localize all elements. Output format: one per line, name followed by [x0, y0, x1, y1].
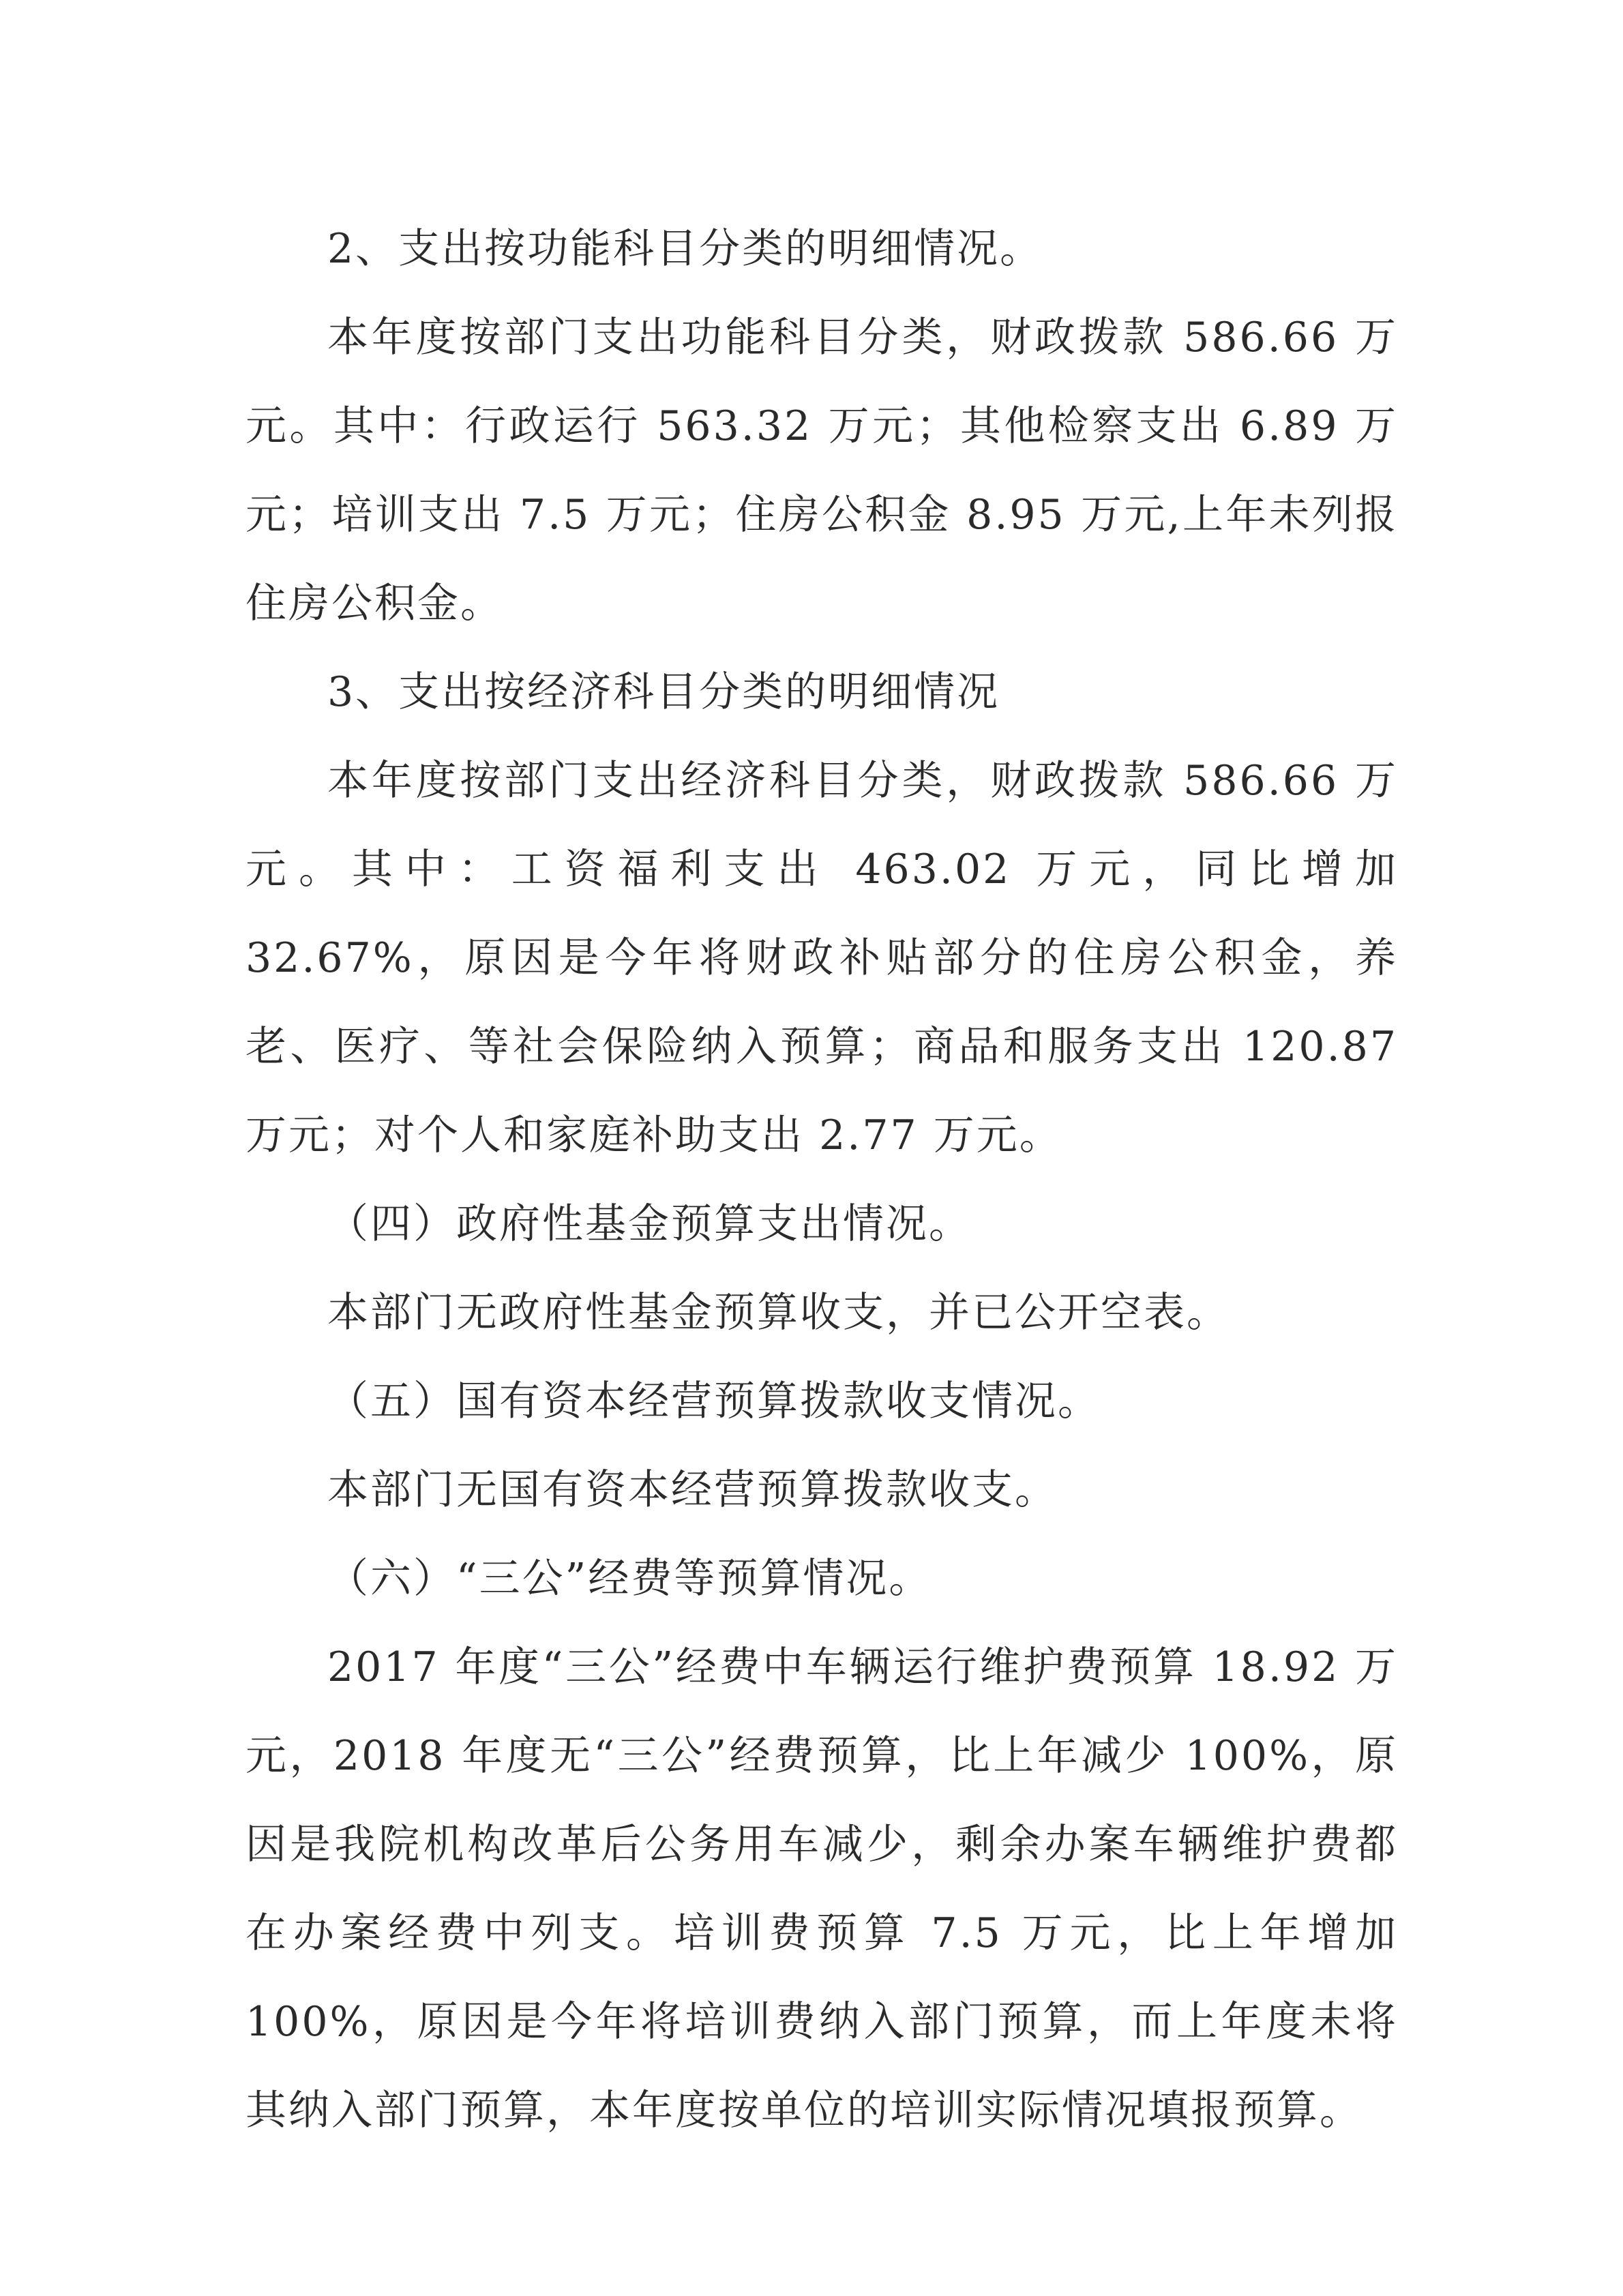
paragraph-state-capital-budget: 本部门无国有资本经营预算拨款收支。: [327, 1466, 1058, 1514]
heading-state-capital-budget: （五）国有资本经营预算拨款收支情况。: [327, 1377, 1101, 1425]
heading-functional-classification: 2、支出按功能科目分类的明细情况。: [327, 225, 1043, 273]
paragraph-economic-classification: 本年度按部门支出经济科目分类，财政拨款 586.66 万元。其中：工资福利支出 463.02 万元，同比增加 32.67%，原因是今年将财政补贴部分的住房公积金，养老、医疗、等社会保险纳入预算；商品和服务支出 120.87 万元；对个人和家庭补助支出 2.77 万元。: [245, 757, 1398, 1159]
paragraph-government-fund-budget: 本部门无政府性基金预算收支，并已公开空表。: [327, 1289, 1230, 1337]
heading-economic-classification: 3、支出按经济科目分类的明细情况: [327, 668, 1000, 716]
paragraph-three-public-expenses: 2017 年度“三公”经费中车辆运行维护费预算 18.92 万元，2018 年度无“三公”经费预算，比上年减少 100%，原因是我院机构改革后公务用车减少，剩余办案车辆维护费都在办案经费中列支。培训费预算 7.5 万元，比上年增加 100%，原因是今年将培训费纳入部门预算，而上年度未将其纳入部门预算，本年度按单位的培训实际情况填报预算。: [245, 1643, 1398, 2134]
heading-government-fund-budget: （四）政府性基金预算支出情况。: [327, 1200, 972, 1248]
heading-three-public-expenses: （六）“三公”经费等预算情况。: [327, 1555, 932, 1602]
paragraph-functional-classification: 本年度按部门支出功能科目分类，财政拨款 586.66 万元。其中：行政运行 563.32 万元；其他检察支出 6.89 万元；培训支出 7.5 万元；住房公积金 8.95 万元,上年未列报住房公积金。: [245, 314, 1398, 627]
document-body: [245, 205, 1398, 2155]
